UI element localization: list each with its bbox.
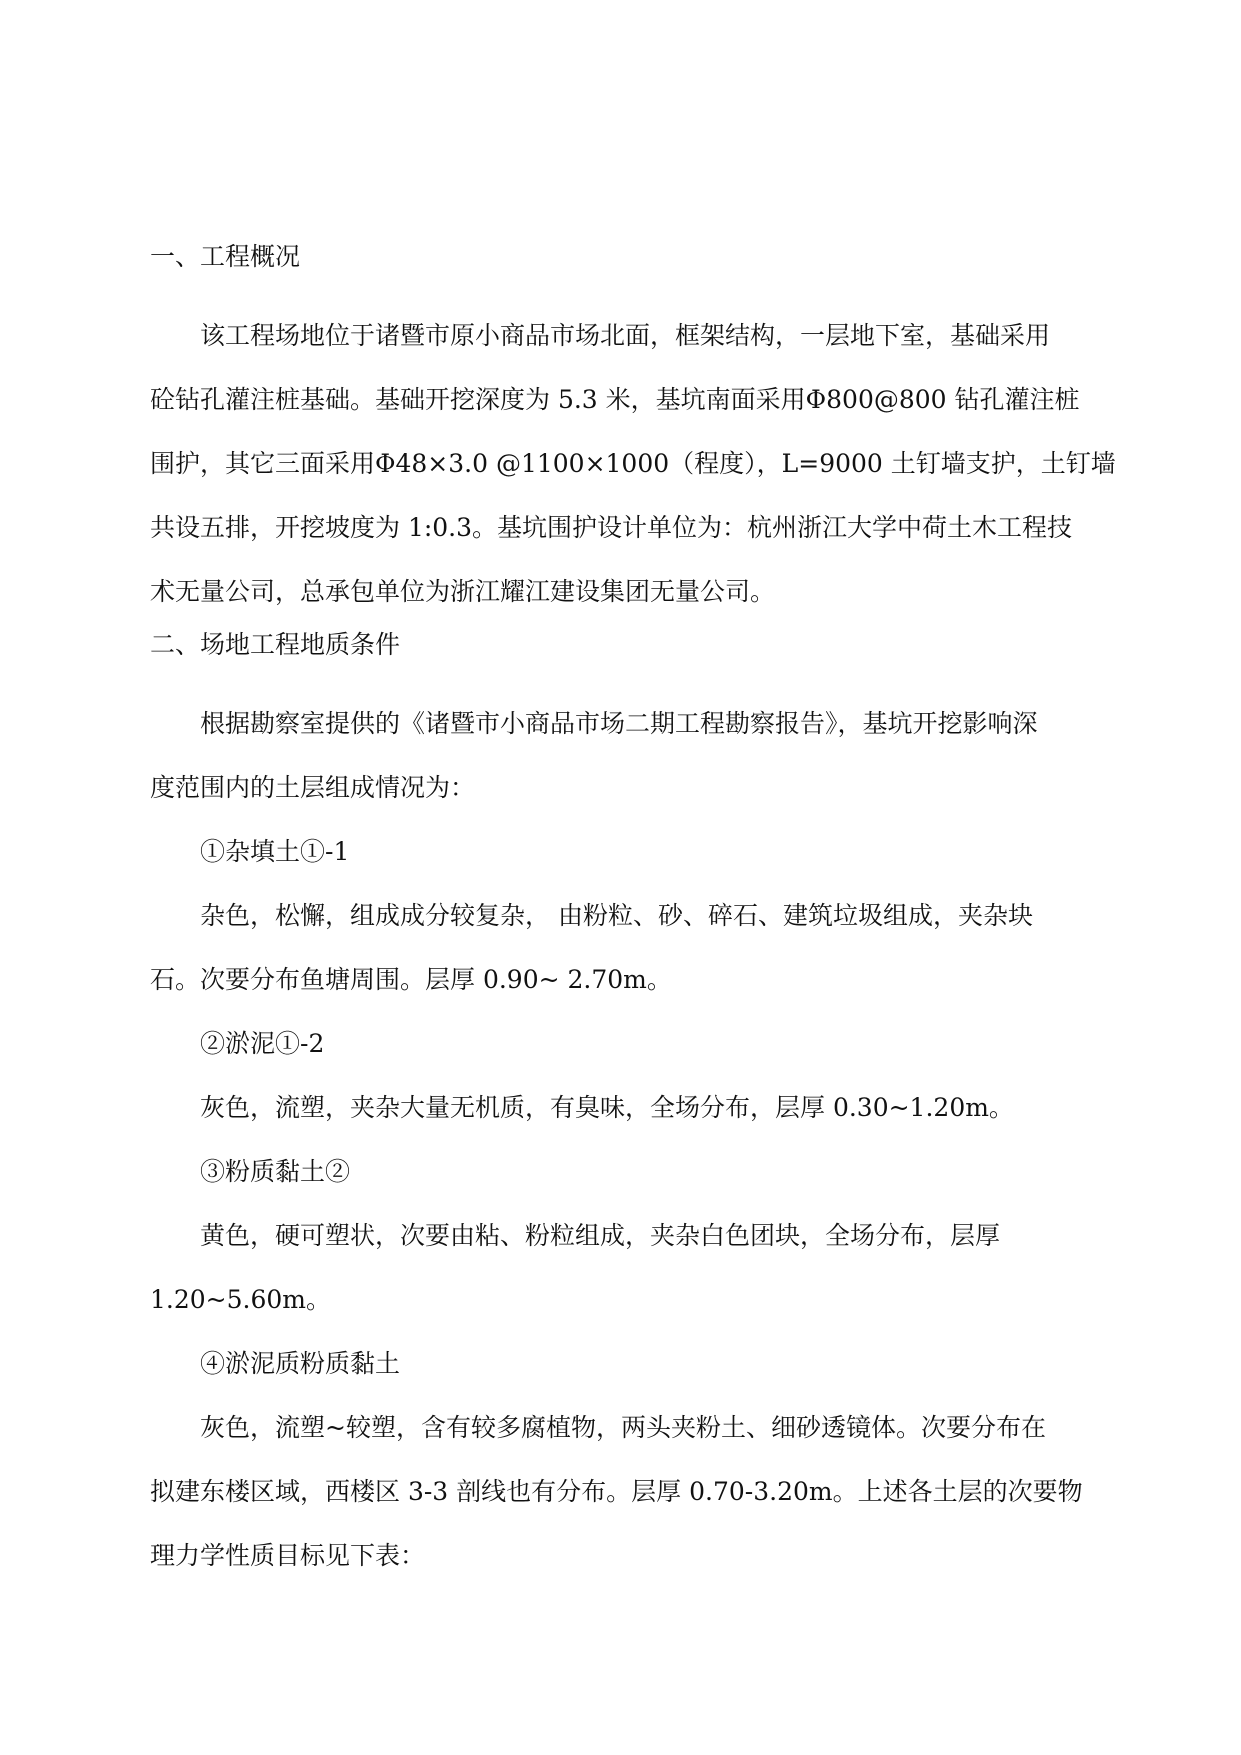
layer-3-description	[150, 1204, 1114, 1332]
paragraph-line: 灰色，流塑~较塑，含有较多腐植物，两头夹粉土、细砂透镜体。次要分布在	[200, 1413, 1046, 1442]
paragraph-line: 该工程场地位于诸暨市原小商品市场北面，框架结构，一层地下室，基础采用	[200, 321, 1051, 350]
layer-1-description	[150, 884, 1114, 1012]
layer-2-description	[150, 1076, 1114, 1140]
paragraph-line: 拟建东楼区域，西楼区 3-3 剖线也有分布。层厚 0.70-3.20m。上述各土层的次要物	[150, 1477, 1083, 1506]
section-2-intro	[150, 692, 1114, 820]
paragraph-line: 灰色，流塑，夹杂大量无机质，有臭味，全场分布，层厚 0.30~1.20m。	[200, 1093, 1014, 1122]
paragraph-line: 黄色，硬可塑状，次要由粘、粉粒组成，夹杂白色团块，全场分布，层厚	[200, 1221, 1001, 1250]
document-page	[150, 240, 1114, 1588]
layer-3-name: ③粉质黏土②	[200, 1157, 351, 1186]
layer-1-name: ①杂填土①-1	[200, 837, 350, 866]
paragraph-line: 1.20~5.60m。	[150, 1285, 331, 1314]
paragraph-line: 杂色，松懈，组成成分较复杂， 由粉粒、砂、碎石、建筑垃圾组成，夹杂块	[200, 901, 1033, 930]
paragraph-line: 砼钻孔灌注桩基础。基础开挖深度为 5.3 米，基坑南面采用Φ800@800 钻孔灌注桩	[150, 385, 1080, 414]
paragraph-line: 石。次要分布鱼塘周围。层厚 0.90~ 2.70m。	[150, 965, 672, 994]
paragraph-line: 理力学性质目标见下表：	[150, 1541, 426, 1570]
paragraph-line: 根据勘察室提供的《诸暨市小商品市场二期工程勘察报告》，基坑开挖影响深	[200, 709, 1038, 738]
paragraph-line: 度范围内的土层组成情况为：	[150, 773, 476, 802]
section-1-title: 一、工程概况	[150, 242, 301, 271]
layer-4-name: ④淤泥质粉质黏土	[200, 1349, 401, 1378]
layer-2-name: ②淤泥①-2	[200, 1029, 325, 1058]
section-1-paragraph	[150, 304, 1114, 624]
section-2-title: 二、场地工程地质条件	[150, 630, 401, 659]
layer-4-description	[150, 1396, 1114, 1588]
paragraph-line: 围护，其它三面采用Φ48×3.0 @1100×1000（程度），L=9000 土钉墙支护，土钉墙	[150, 449, 1116, 478]
paragraph-line: 共设五排，开挖坡度为 1:0.3。基坑围护设计单位为：杭州浙江大学中荷土木工程技	[150, 513, 1073, 542]
paragraph-line: 术无量公司，总承包单位为浙江耀江建设集团无量公司。	[150, 577, 776, 606]
